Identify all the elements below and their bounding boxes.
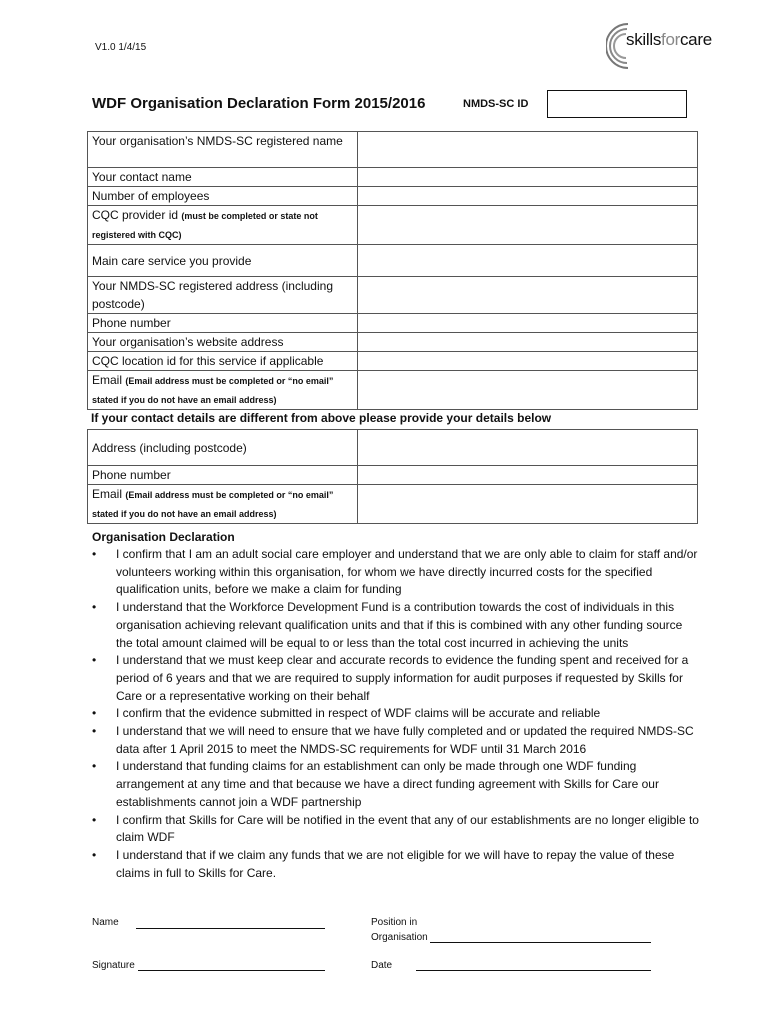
table-row [88,132,698,168]
contact-details-heading: If your contact details are different from above please provide your details below [91,411,552,425]
registered-name-label: Your organisation’s NMDS-SC registered name [88,132,358,168]
table-row [88,371,698,410]
nmds-id-label: NMDS-SC ID [463,98,529,110]
list-item [92,705,702,723]
position-label-line1: Position in [371,917,418,928]
date-label: Date [371,960,393,971]
table-row [88,352,698,371]
registered-name-field[interactable] [358,132,698,168]
bullet-icon: • [92,812,97,827]
contact-address-label: Address (including postcode) [88,430,358,466]
list-item [92,847,702,882]
contact-name-field[interactable] [358,168,698,187]
contact-phone-label: Phone number [88,466,358,485]
main-service-field[interactable] [358,245,698,277]
declaration-list [92,546,702,882]
cqc-provider-note: (must be completed or state not registered with CQC) [92,211,318,240]
list-item [92,652,702,705]
logo-word-care: care [679,30,712,49]
contact-phone-field[interactable] [358,466,698,485]
registered-address-label: Your NMDS-SC registered address (including postcode) [88,277,358,314]
employees-label: Number of employees [88,187,358,206]
table-row [88,485,698,524]
list-item [92,812,702,847]
table-row [88,206,698,245]
bullet-icon: • [92,653,97,668]
email-cell [88,371,358,410]
declaration-text: I confirm that I am an adult social care employer and understand that we are only able to claim for staff and/or volunteers working within this organisation, for whom we have directly incurred costs for the specified qualification units, before we make a claim for funding [116,547,698,597]
list-item [92,758,702,811]
table-row [88,245,698,277]
main-service-label: Main care service you provide [88,245,358,277]
bullet-icon: • [92,600,97,615]
declaration-text: I understand that if we claim any funds that we are not eligible for we will have to repay the value of these claims in full to Skills for Care. [116,847,675,880]
table-row [88,277,698,314]
bullet-icon: • [92,724,97,739]
email-field[interactable] [358,371,698,410]
declaration-text: I understand that we will need to ensure that we have fully completed and or updated the required NMDS-SC data after 1 April 2015 to meet the NMDS-SC requirements for WDF until 31 March 2016 [116,724,694,756]
declaration-text: I understand that funding claims for an establishment can only be made through one WDF funding arrangement at any time and that because we have a direct funding agreement with Skills for Care our establishments cannot join a WDF partnership [116,759,659,809]
organisation-details-table [87,131,698,410]
logo-word-for: for [661,30,680,49]
nmds-id-field[interactable] [547,90,687,118]
cqc-provider-cell [88,206,358,245]
skills-for-care-logo [606,20,726,72]
signature-line-field[interactable] [138,970,325,971]
email-label: Email [92,373,123,387]
list-item [92,546,702,599]
declaration-text: I understand that we must keep clear and accurate records to evidence the funding spent and received for a period of 6 years and that we are required to supply information for audit purposes if requested by Skills for Care or a representative working on their behalf [116,653,689,703]
name-label: Name [92,917,119,928]
logo-wordmark [626,30,712,50]
bullet-icon: • [92,847,97,862]
declaration-text: I understand that the Workforce Development Fund is a contribution towards the cost of individuals in this organisation achieving relevant qualification units and that if this is combined with any other funding source the total amount claimed will be equal to or less than the total cost incurred in achieving the units [116,600,683,650]
date-line-field[interactable] [416,970,651,971]
phone-field[interactable] [358,314,698,333]
email-note: (Email address must be completed or “no email” stated if you do not have an email address) [92,376,334,405]
bullet-icon: • [92,547,97,561]
version-label: V1.0 1/4/15 [95,42,147,53]
table-row [88,430,698,466]
table-row [88,314,698,333]
contact-email-label: Email [92,487,123,501]
list-item [92,599,702,652]
position-line-field[interactable] [430,942,651,943]
contact-address-field[interactable] [358,430,698,466]
phone-label: Phone number [88,314,358,333]
declaration-text: I confirm that the evidence submitted in respect of WDF claims will be accurate and reliable [116,706,601,721]
table-row [88,466,698,485]
declaration-text: I confirm that Skills for Care will be notified in the event that any of our establishments are no longer eligible to claim WDF [116,812,699,845]
registered-address-field[interactable] [358,277,698,314]
contact-email-field[interactable] [358,485,698,524]
cqc-location-label: CQC location id for this service if applicable [88,352,358,371]
cqc-provider-label: CQC provider id [92,208,179,222]
name-line-field[interactable] [136,928,325,929]
website-label: Your organisation’s website address [88,333,358,352]
contact-details-table [87,429,698,524]
table-row [88,187,698,206]
website-field[interactable] [358,333,698,352]
logo-word-skills: skills [626,30,662,49]
signature-label: Signature [92,960,135,971]
declaration-heading: Organisation Declaration [92,530,235,544]
cqc-provider-field[interactable] [358,206,698,245]
contact-email-cell [88,485,358,524]
contact-email-note: (Email address must be completed or “no email” stated if you do not have an email address) [92,490,334,519]
employees-field[interactable] [358,187,698,206]
list-item [92,723,702,758]
table-row [88,333,698,352]
bullet-icon: • [92,706,97,721]
cqc-location-field[interactable] [358,352,698,371]
position-label-line2: Organisation [371,932,428,943]
page-title: WDF Organisation Declaration Form 2015/2016 [92,95,426,112]
contact-name-label: Your contact name [88,168,358,187]
bullet-icon: • [92,759,97,774]
table-row [88,168,698,187]
